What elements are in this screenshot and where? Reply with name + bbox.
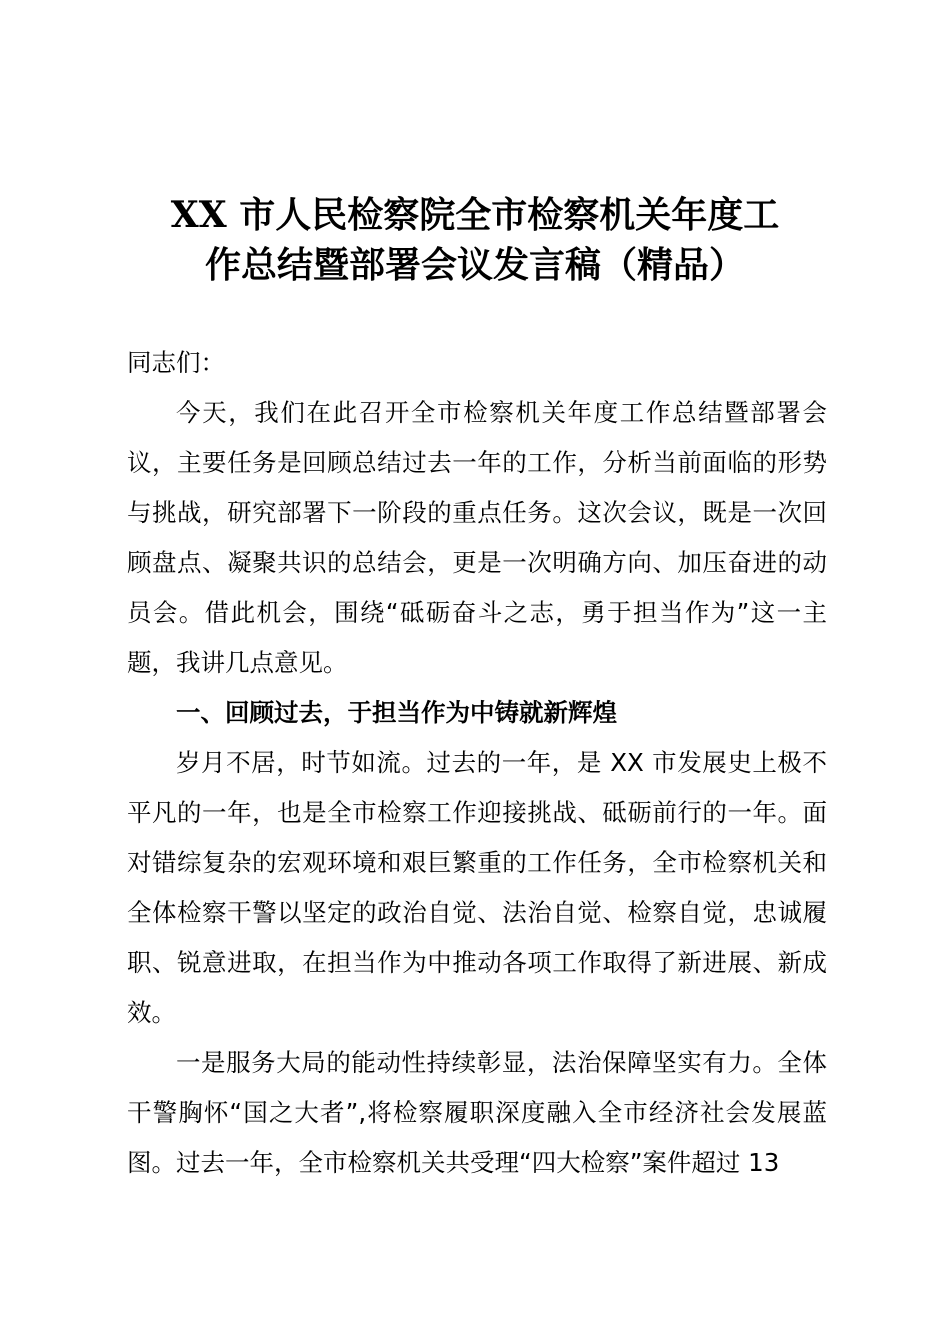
review-paragraph: 岁月不居，时节如流。过去的一年，是 XX 市发展史上极不平凡的一年，也是全市检察工作迎接挑战、砥砺前行的一年。面对错综复杂的宏观环境和艰巨繁重的工作任务，全市检察机关和全体检察干警以坚定的政治自觉、法治自觉、检察自觉，忠诚履职、锐意进取，在担当作为中推动各项工作取得了新进展、新成效。 [127,748,827,1027]
document-body [127,338,827,1188]
document-title [110,190,840,290]
salutation: 同志们： [127,348,225,377]
intro-paragraph: 今天，我们在此召开全市检察机关年度工作总结暨部署会议，主要任务是回顾总结过去一年的工作，分析当前面临的形势与挑战，研究部署下一阶段的重点任务。这次会议，既是一次回顾盘点、凝聚共识的总结会，更是一次明确方向、加压奋进的动员会。借此机会，围绕“砥砺奋斗之志，勇于担当作为”这一主题，我讲几点意见。 [127,398,827,677]
title-line-2: 作总结暨部署会议发言稿（精品） [204,244,745,286]
section-heading: 一、回顾过去，于担当作为中铸就新辉煌 [176,698,617,727]
title-line-1: XX 市人民检察院全市检察机关年度工 [170,194,780,236]
point-one-paragraph: 一是服务大局的能动性持续彰显，法治保障坚实有力。全体干警胸怀“国之大者”,将检察履职深度融入全市经济社会发展蓝图。过去一年，全市检察机关共受理“四大检察”案件超过 13 [127,1048,827,1177]
